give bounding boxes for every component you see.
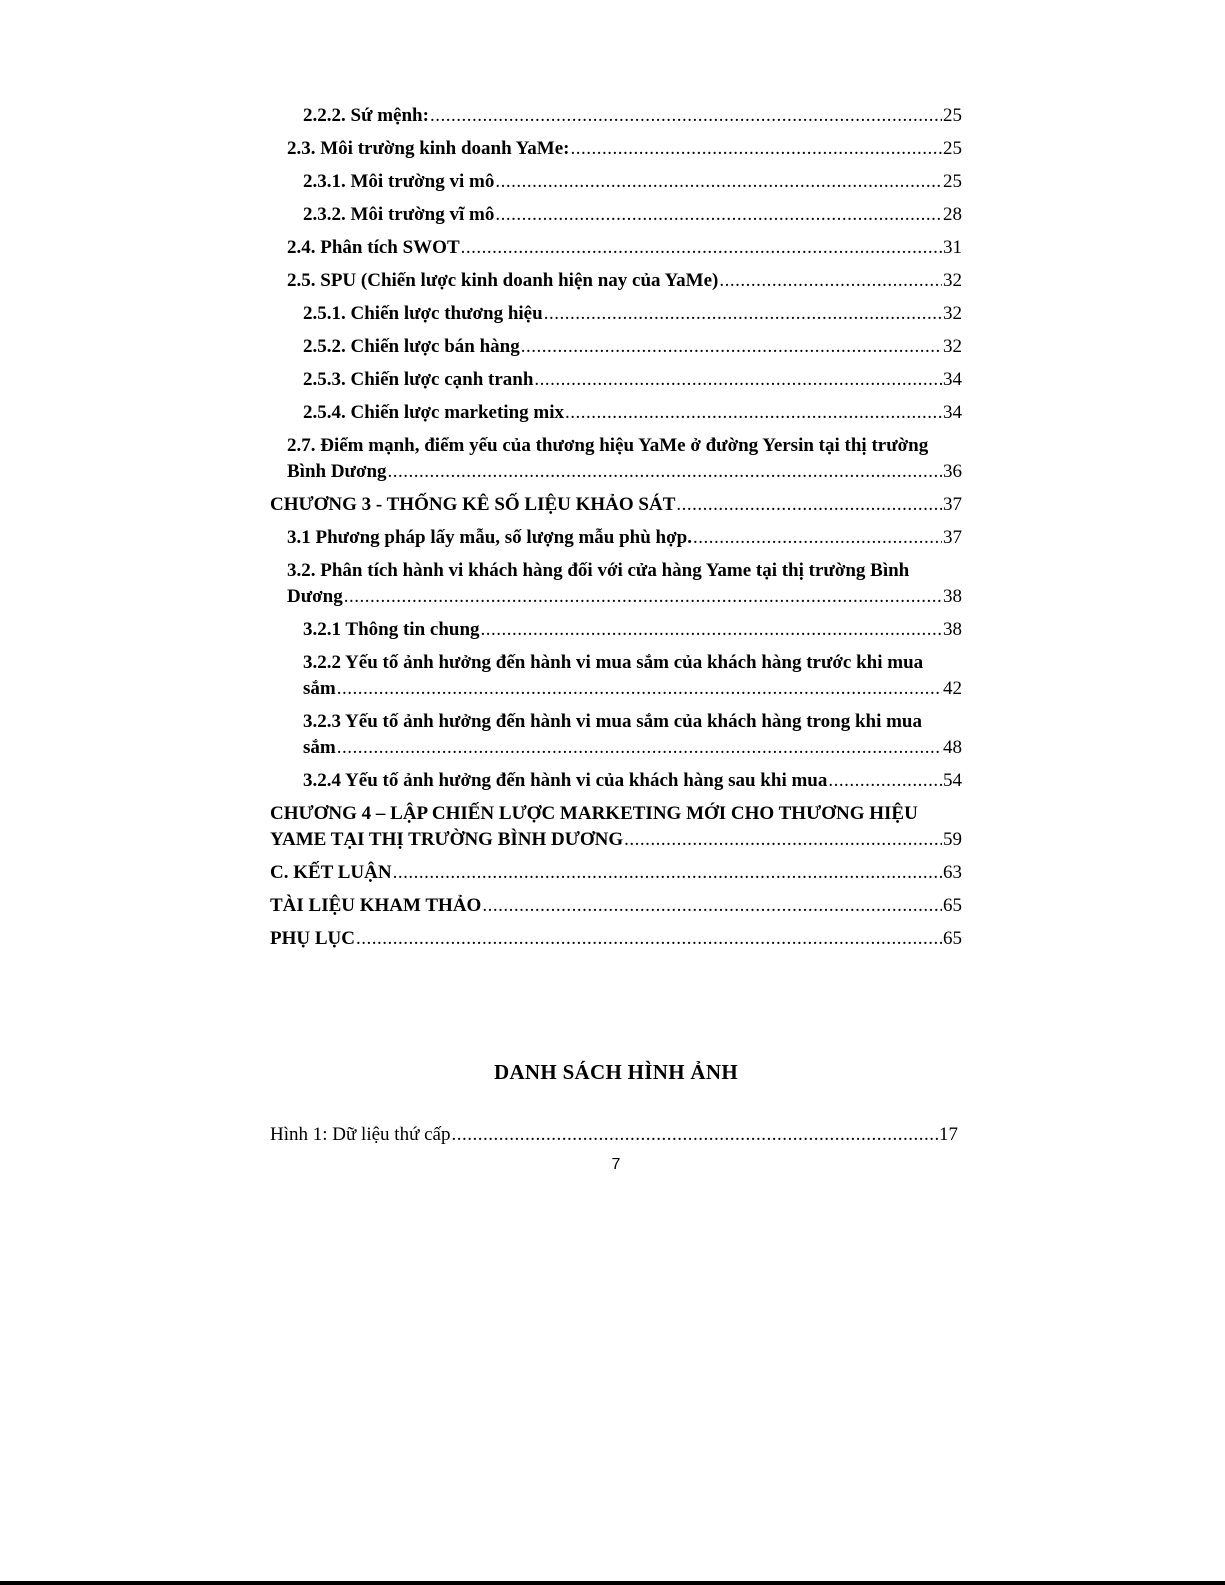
toc-entry-page: 63 [943, 862, 962, 883]
toc-entry[interactable] [270, 433, 962, 485]
toc-entry-page: 25 [943, 138, 962, 159]
toc-entry[interactable] [270, 926, 962, 952]
toc-entry-title-line2: sắm [303, 737, 336, 758]
toc-entry-title: 2.2.2. Sứ mệnh: [303, 105, 429, 126]
toc-entry[interactable] [270, 202, 962, 228]
toc-entry-title: TÀI LIỆU KHAM THẢO [270, 895, 482, 916]
toc-entry-title: C. KẾT LUẬN [270, 862, 392, 883]
toc-entry-title: 2.5.2. Chiến lược bán hàng [303, 336, 520, 357]
toc-entry[interactable] [270, 768, 962, 794]
toc-entry-page: 34 [943, 369, 962, 390]
toc-entry-page: 65 [943, 895, 962, 916]
toc-leader-dots [495, 169, 942, 195]
toc-leader-dots [544, 301, 942, 327]
toc-entry-title: 2.3. Môi trường kinh doanh YaMe: [287, 138, 570, 159]
toc-entry-page: 42 [943, 678, 962, 699]
toc-entry[interactable] [270, 103, 962, 129]
toc-leader-dots [481, 617, 942, 643]
toc-entry-title-line1: CHƯƠNG 4 – LẬP CHIẾN LƯỢC MARKETING MỚI CHO THƯƠNG HIỆU [270, 803, 918, 824]
toc-leader-dots [495, 202, 942, 228]
toc-leader-dots [719, 268, 942, 294]
toc-entry[interactable] [270, 709, 962, 761]
toc-entry-title-line2: sắm [303, 678, 336, 699]
toc-entry[interactable] [270, 136, 962, 162]
toc-entry-title: 2.3.2. Môi trường vĩ mô [303, 204, 495, 225]
toc-entry-title: 2.5.1. Chiến lược thương hiệu [303, 303, 543, 324]
toc-entry-page: 37 [943, 494, 962, 515]
toc-entry-title: 2.5.4. Chiến lược marketing mix [303, 402, 564, 423]
toc-entry-page: 32 [943, 336, 962, 357]
toc-entry-page: 38 [943, 619, 962, 640]
toc-entry-title-line2: Bình Dương [287, 461, 387, 482]
toc-entry-page: 31 [943, 237, 962, 258]
toc-entry-page: 25 [943, 105, 962, 126]
figures-list [270, 1122, 958, 1155]
toc-entry-title: CHƯƠNG 3 - THỐNG KÊ SỐ LIỆU KHẢO SÁT [270, 494, 676, 515]
toc-entry-title: PHỤ LỤC [270, 928, 355, 949]
toc-entry-title-line2: YAME TẠI THỊ TRƯỜNG BÌNH DƯƠNG [270, 829, 624, 850]
toc-entry-page: 32 [943, 303, 962, 324]
figure-entry-page: 17 [939, 1124, 958, 1145]
toc-entry-title: 2.4. Phân tích SWOT [287, 237, 460, 258]
toc-entry[interactable] [270, 492, 962, 518]
toc-entry-page: 38 [943, 586, 962, 607]
toc-leader-dots [356, 926, 942, 952]
toc-leader-dots [676, 492, 942, 518]
toc-entry-title: 2.3.1. Môi trường vi mô [303, 171, 495, 192]
toc-entry[interactable] [270, 334, 962, 360]
toc-entry[interactable] [270, 650, 962, 702]
toc-entry-page: 34 [943, 402, 962, 423]
toc-entry-page: 48 [943, 737, 962, 758]
toc-entry-title-line2: Dương [287, 586, 343, 607]
toc-leader-dots [571, 136, 943, 162]
toc-entry[interactable] [270, 235, 962, 261]
toc-entry-title: 3.2.1 Thông tin chung [303, 619, 480, 640]
toc-entry[interactable] [270, 268, 962, 294]
toc-entry-page: 59 [943, 829, 962, 850]
toc-entry-title: 3.2.4 Yếu tố ảnh hưởng đến hành vi của khách hàng sau khi mua [303, 770, 828, 791]
toc-entry[interactable] [270, 801, 962, 853]
toc-leader-dots [521, 334, 942, 360]
toc-entry-title-line1: 3.2.3 Yếu tố ảnh hưởng đến hành vi mua sắm của khách hàng trong khi mua [303, 711, 923, 732]
table-of-contents [270, 103, 962, 959]
toc-entry[interactable] [270, 893, 962, 919]
toc-entry-title-line1: 2.7. Điểm mạnh, điểm yếu của thương hiệu YaMe ở đường Yersin tại thị trường [287, 435, 929, 456]
toc-entry-page: 37 [943, 527, 962, 548]
figure-leader-dots [451, 1122, 938, 1148]
toc-entry-page: 28 [943, 204, 962, 225]
toc-entry[interactable] [270, 525, 962, 551]
toc-entry[interactable] [270, 169, 962, 195]
toc-leader-dots [344, 584, 942, 610]
toc-entry-title-line1: 3.2.2 Yếu tố ảnh hưởng đến hành vi mua sắm của khách hàng trước khi mua [303, 652, 924, 673]
toc-entry-title: 2.5. SPU (Chiến lược kinh doanh hiện nay của YaMe) [287, 270, 719, 291]
toc-entry[interactable] [270, 400, 962, 426]
toc-entry-page: 36 [943, 461, 962, 482]
toc-leader-dots [388, 459, 942, 485]
toc-entry[interactable] [270, 301, 962, 327]
toc-leader-dots [337, 735, 942, 761]
page-number: 7 [611, 1156, 621, 1173]
toc-leader-dots [693, 525, 942, 551]
toc-entry-title-line1: 3.2. Phân tích hành vi khách hàng đối với cửa hàng Yame tại thị trường Bình [287, 560, 910, 581]
toc-leader-dots [534, 367, 942, 393]
figure-entry[interactable] [270, 1122, 958, 1148]
toc-leader-dots [430, 103, 942, 129]
bottom-divider [0, 1581, 1225, 1585]
toc-entry[interactable] [270, 367, 962, 393]
toc-entry-page: 65 [943, 928, 962, 949]
toc-entry-page: 32 [943, 270, 962, 291]
toc-entry-title: 2.5.3. Chiến lược cạnh tranh [303, 369, 534, 390]
toc-leader-dots [461, 235, 942, 261]
toc-leader-dots [337, 676, 942, 702]
toc-leader-dots [828, 768, 942, 794]
toc-leader-dots [565, 400, 942, 426]
toc-entry[interactable] [270, 558, 962, 610]
toc-entry[interactable] [270, 617, 962, 643]
toc-entry[interactable] [270, 860, 962, 886]
toc-leader-dots [482, 893, 942, 919]
figures-list-heading: DANH SÁCH HÌNH ẢNH [494, 1060, 738, 1084]
figure-entry-title: Hình 1: Dữ liệu thứ cấp [270, 1124, 451, 1145]
toc-entry-page: 25 [943, 171, 962, 192]
toc-entry-page: 54 [943, 770, 962, 791]
toc-entry-title: 3.1 Phương pháp lấy mẫu, số lượng mẫu phù hợp. [287, 527, 692, 548]
toc-leader-dots [393, 860, 942, 886]
toc-leader-dots [624, 827, 942, 853]
